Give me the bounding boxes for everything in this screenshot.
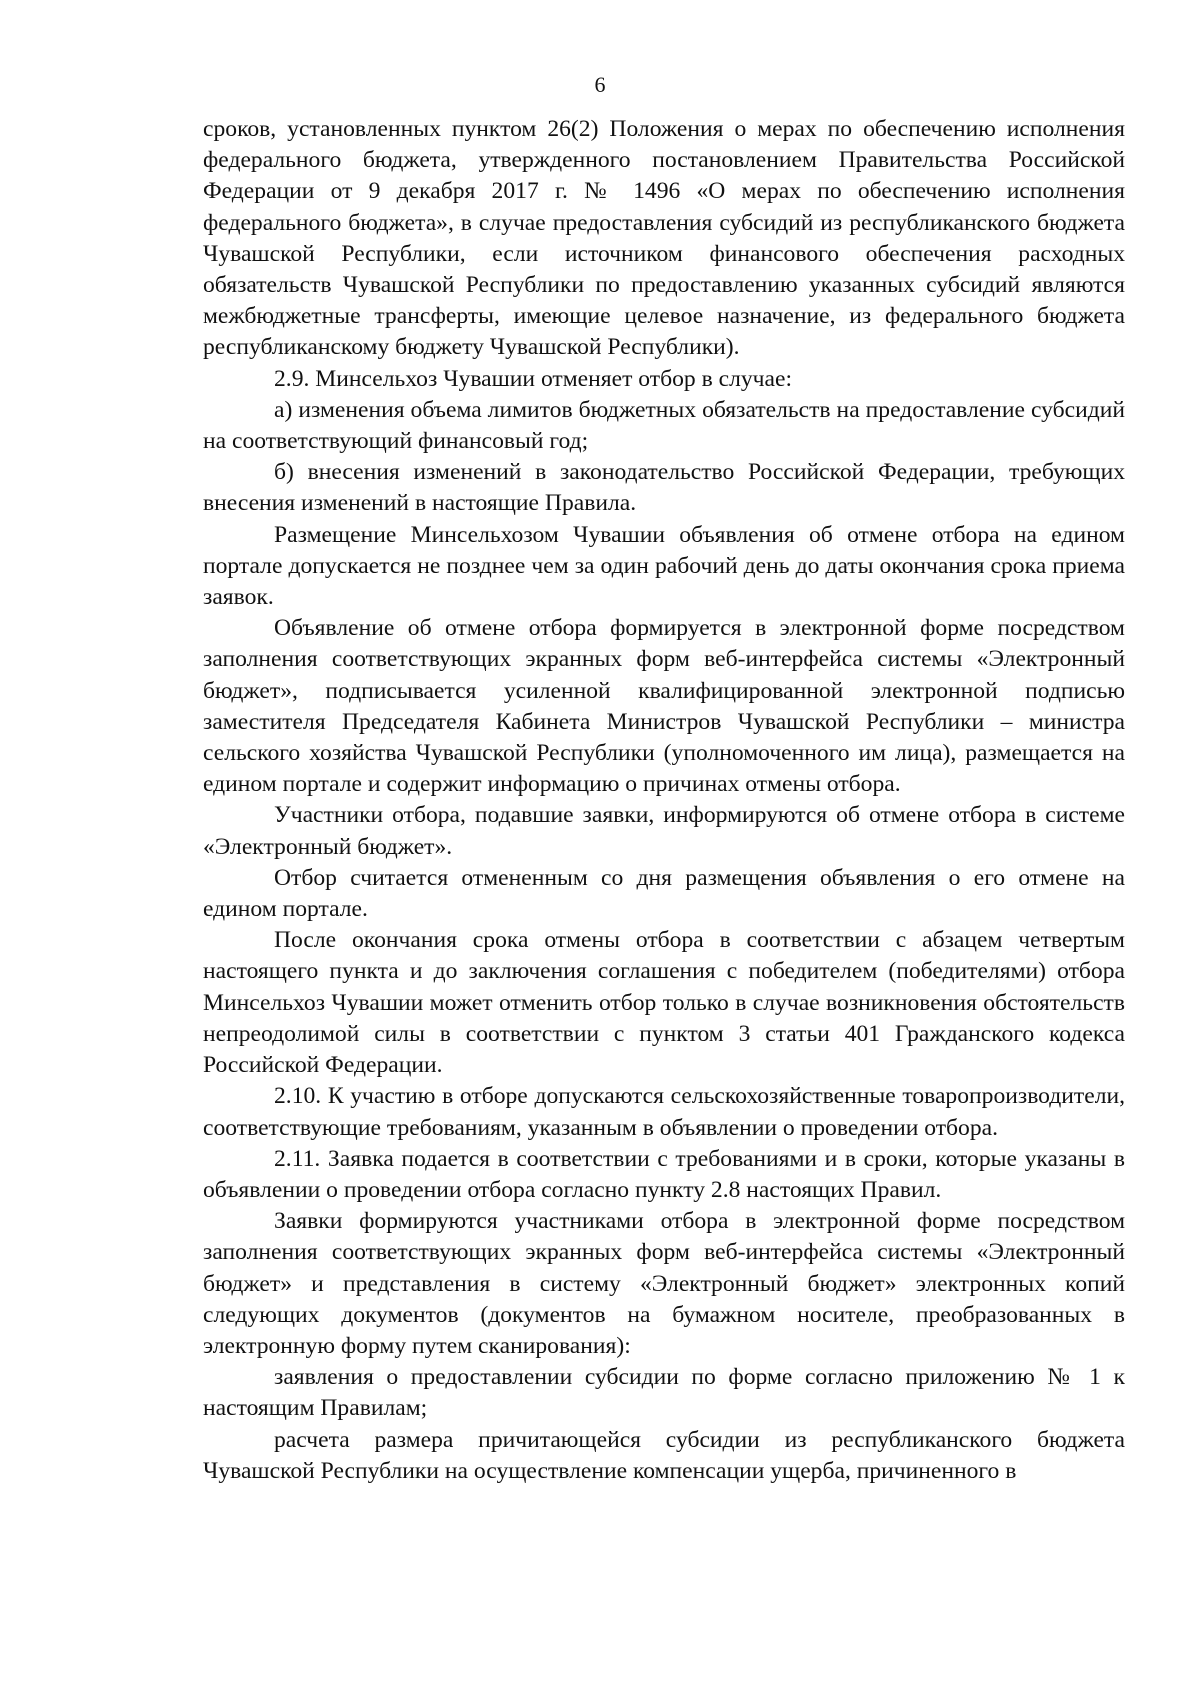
paragraph: Заявки формируются участниками отбора в электронной форме посредством заполнения соответствующих экранных форм веб-интерфейса системы «Электронный бюджет» и представления в систему «Электронный бюджет» электронных копий следующих документов (документов на бумажном носителе, преобразованных в электронную форму путем сканирования):: [203, 1208, 1125, 1359]
paragraph: сроков, установленных пунктом 26(2) Положения о мерах по обеспечению исполнения федерального бюджета, утвержденного постановлением Правительства Российской Федерации от 9 декабря 2017 г. № 1496 «О мерах по обеспечению исполнения федерального бюджета», в случае предоставления субсидий из республиканского бюджета Чувашской Республики, если источником финансового обеспечения расходных обязательств Чувашской Республики по предоставлению указанных субсидий являются межбюджетные трансферты, имеющие целевое назначение, из федерального бюджета республиканскому бюджету Чувашской Республики).: [203, 116, 1125, 361]
paragraph: Размещение Минсельхозом Чувашии объявления об отмене отбора на едином портале допускается не позднее чем за один рабочий день до даты окончания срока приема заявок.: [203, 521, 1125, 611]
paragraph: Объявление об отмене отбора формируется в электронной форме посредством заполнения соответствующих экранных форм веб-интерфейса системы «Электронный бюджет», подписывается усиленной квалифицированной электронной подписью заместителя Председателя Кабинета Министров Чувашской Республики – министра сельского хозяйства Чувашской Республики (уполномоченного им лица), размещается на едином портале и содержит информацию о причинах отмены отбора.: [203, 615, 1125, 798]
paragraph: После окончания срока отмены отбора в соответствии с абзацем четвертым настоящего пункта и до заключения соглашения с победителем (победителями) отбора Минсельхоз Чувашии может отменить отбор только в случае возникновения обстоятельств непреодолимой силы в соответствии с пунктом 3 статьи 401 Гражданского кодекса Российской Федерации.: [203, 927, 1125, 1079]
paragraph: Отбор считается отмененным со дня размещения объявления о его отмене на едином портале.: [203, 864, 1125, 923]
page-number: 6: [594, 72, 606, 97]
document-body: [203, 114, 1125, 1487]
paragraph: б) внесения изменений в законодательство Российской Федерации, требующих внесения изменений в настоящие Правила.: [203, 459, 1125, 517]
paragraph: расчета размера причитающейся субсидии из республиканского бюджета Чувашской Республики на осуществление компенсации ущерба, причиненного в: [203, 1426, 1125, 1484]
paragraph: Участники отбора, подавшие заявки, информируются об отмене отбора в системе «Электронный бюджет».: [203, 802, 1125, 860]
paragraph: 2.9. Минсельхоз Чувашии отменяет отбор в случае:: [274, 365, 793, 392]
paragraph: а) изменения объема лимитов бюджетных обязательств на предоставление субсидий на соответствующий финансовый год;: [203, 396, 1125, 455]
paragraph: заявления о предоставлении субсидии по форме согласно приложению № 1 к настоящим Правилам;: [203, 1364, 1125, 1422]
paragraph: 2.10. К участию в отборе допускаются сельскохозяйственные товаропроизводители, соответствующие требованиям, указанным в объявлении о проведении отбора.: [203, 1083, 1125, 1141]
paragraph: 2.11. Заявка подается в соответствии с требованиями и в сроки, которые указаны в объявлении о проведении отбора согласно пункту 2.8 настоящих Правил.: [203, 1145, 1125, 1203]
